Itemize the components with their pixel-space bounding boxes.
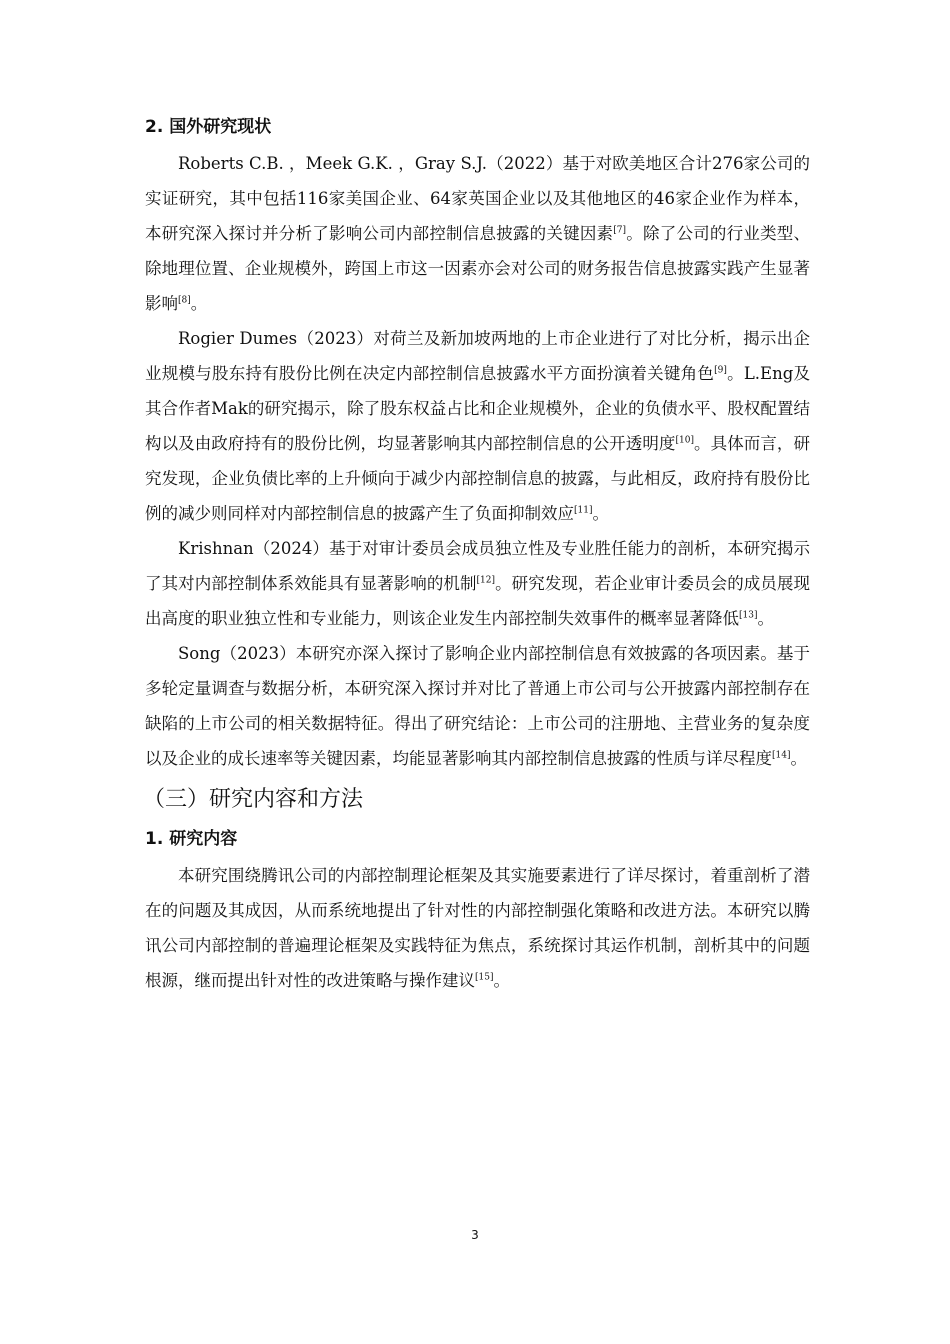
paragraph-dumes	[145, 321, 810, 531]
foreign-research-heading: 2. 国外研究现状	[145, 117, 272, 137]
research-content-heading: 1. 研究内容	[145, 829, 238, 849]
page-number: 3	[471, 1228, 479, 1242]
citation-ref: [8]	[178, 295, 191, 306]
paragraph-research-content	[145, 858, 810, 998]
citation-ref: [11]	[574, 505, 593, 516]
text-run: 。	[757, 609, 774, 628]
text-run: 。	[790, 749, 807, 768]
citation-ref: [7]	[613, 225, 627, 236]
text-run: 。	[190, 294, 208, 313]
paragraph-krishnan	[145, 531, 810, 636]
text-run: Krishnan（2024）基于对审计委员会成员独立性及专业胜任能力的剖析，本研究揭示了其对内部控制体系效能具有显著影响的机制	[145, 539, 810, 593]
citation-ref: [13]	[739, 610, 758, 621]
paragraph-song	[145, 636, 810, 776]
research-content-methods-heading: （三）研究内容和方法	[143, 787, 364, 812]
paragraph-roberts	[145, 146, 810, 321]
text-run: 。除了公司的行业类型、除地理位置、企业规模外，跨国上市这一因素亦会对公司的财务报告信息披露实践产生显著影响	[145, 224, 811, 313]
citation-ref: [14]	[772, 750, 791, 761]
text-run: Rogier Dumes（2023）对荷兰及新加坡两地的上市企业进行了对比分析，揭示出企业规模与股东持有股份比例在决定内部控制信息披露水平方面扮演着关键角色	[145, 329, 810, 383]
text-run: 。具体而言，研究发现，企业负债比率的上升倾向于减少内部控制信息的披露，与此相反，政府持有股份比例的减少则同样对内部控制信息的披露产生了负面抑制效应	[145, 434, 811, 523]
text-run: 。研究发现，若企业审计委员会的成员展现出高度的职业独立性和专业能力，则该企业发生内部控制失效事件的概率显著降低	[145, 574, 811, 628]
page-content	[145, 112, 810, 998]
text-run: 。	[493, 971, 510, 990]
citation-ref: [15]	[475, 972, 494, 983]
citation-ref: [10]	[675, 435, 694, 446]
citation-ref: [9]	[714, 365, 727, 376]
text-run: Roberts C.B. ，Meek G.K. ，Gray S.J.（2022）基于对欧美地区合计276家公司的实证研究，其中包括116家美国企业、64家英国企业以及其他地区的46家企业作为样本，本研究深入探讨并分析了影响公司内部控制信息披露的关键因素	[145, 154, 810, 243]
citation-ref: [12]	[476, 575, 496, 586]
text-run: 。	[592, 504, 609, 523]
text-run: 。L.Eng及其合作者Mak的研究揭示，除了股东权益占比和企业规模外，企业的负债水平、股权配置结构以及由政府持有的股份比例，均显著影响其内部控制信息的公开透明度	[145, 364, 811, 453]
text-run: Song（2023）本研究亦深入探讨了影响企业内部控制信息有效披露的各项因素。基于多轮定量调查与数据分析，本研究深入探讨并对比了普通上市公司与公开披露内部控制存在缺陷的上市公司的相关数据特征。得出了研究结论：上市公司的注册地、主营业务的复杂度以及企业的成长速率等关键因素，均能显著影响其内部控制信息披露的性质与详尽程度	[145, 644, 810, 768]
text-run: 本研究围绕腾讯公司的内部控制理论框架及其实施要素进行了详尽探讨，着重剖析了潜在的问题及其成因，从而系统地提出了针对性的内部控制强化策略和改进方法。本研究以腾讯公司内部控制的普遍理论框架及实践特征为焦点，系统探讨其运作机制，剖析其中的问题根源，继而提出针对性的改进策略与操作建议	[145, 866, 810, 990]
